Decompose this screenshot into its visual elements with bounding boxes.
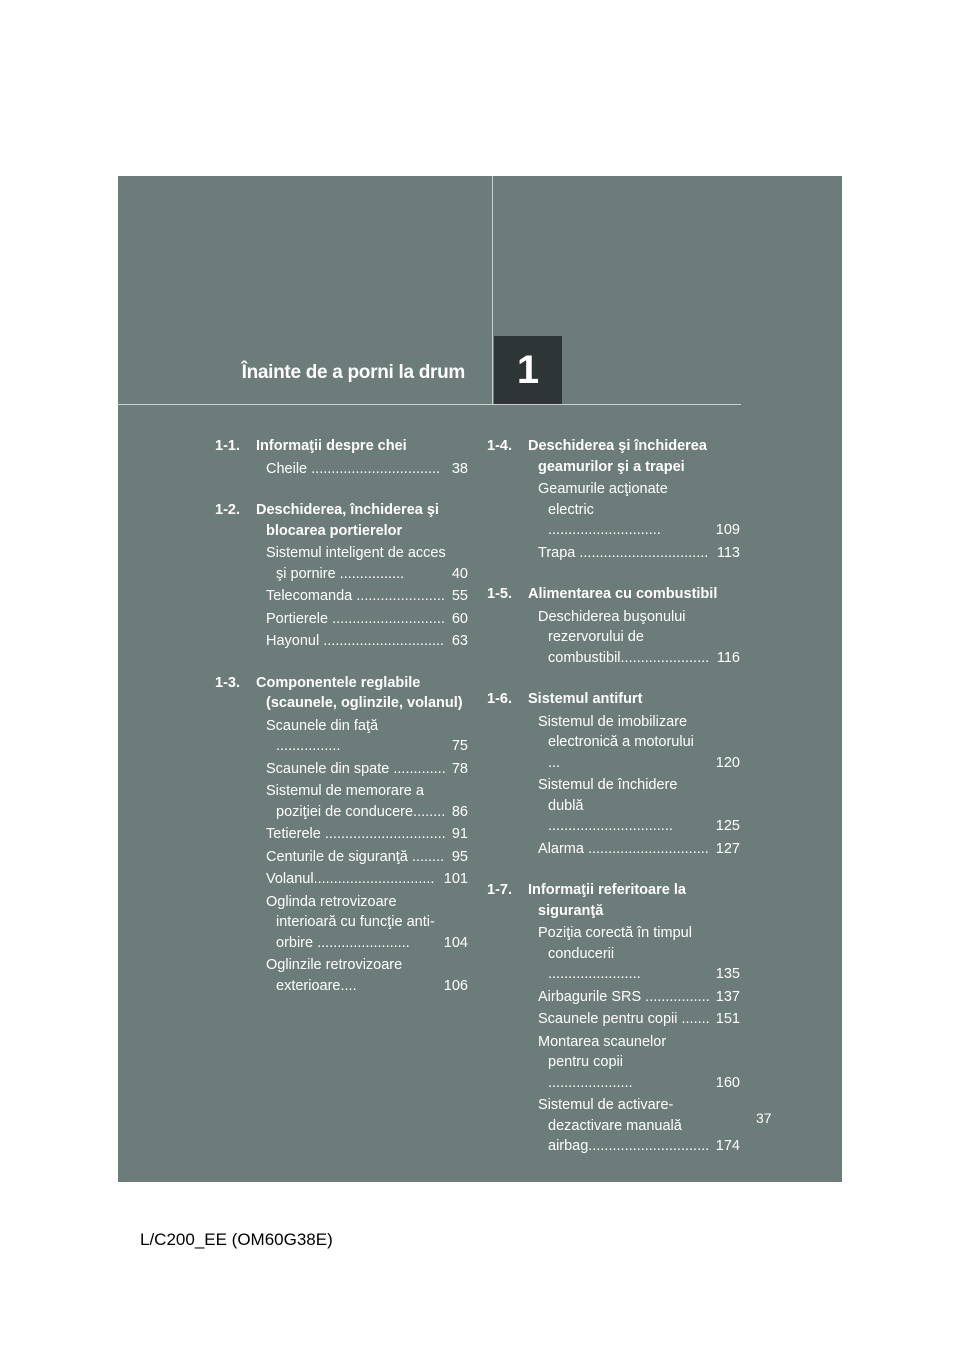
toc-entry[interactable] bbox=[487, 1032, 740, 1094]
entry-page-number: 60 bbox=[451, 610, 468, 627]
entry-title: Trapa ................................ bbox=[538, 544, 709, 561]
entry-page-number: 174 bbox=[715, 1138, 740, 1154]
toc-entry[interactable] bbox=[215, 781, 468, 822]
entry-title: Alarma .............................. bbox=[538, 840, 709, 857]
entry-page-number: 75 bbox=[451, 738, 468, 754]
toc-entry[interactable] bbox=[215, 586, 468, 607]
entry-page-number: 137 bbox=[715, 988, 740, 1005]
entry-title: Geamurile acţionate electric ............................ bbox=[538, 481, 668, 538]
entry-page-number: 55 bbox=[451, 588, 468, 604]
section-number: 1-2. bbox=[215, 502, 240, 518]
toc-entry[interactable] bbox=[215, 459, 468, 480]
entry-page-number: 104 bbox=[443, 934, 468, 951]
section-number: 1-7. bbox=[487, 882, 512, 898]
toc-section bbox=[487, 689, 740, 859]
toc-entry[interactable] bbox=[487, 543, 740, 564]
toc-entry[interactable] bbox=[215, 847, 468, 868]
toc-entry[interactable] bbox=[487, 1009, 740, 1030]
entry-title: Sistemul de memorare a poziţiei de conducere........ bbox=[266, 783, 446, 820]
entry-page-number: 95 bbox=[451, 848, 468, 865]
entry-title: Hayonul .............................. bbox=[266, 633, 445, 649]
toc-entry[interactable] bbox=[215, 955, 468, 996]
entry-title: Tetierele .............................. bbox=[266, 826, 446, 842]
toc-right-column bbox=[487, 436, 740, 1178]
section-heading bbox=[487, 689, 740, 710]
section-number: 1-6. bbox=[487, 691, 512, 707]
entry-page-number: 101 bbox=[443, 871, 468, 887]
entry-title: Centurile de siguranţă ........ bbox=[266, 848, 445, 865]
entry-title: Scaunele din spate ............. bbox=[266, 760, 446, 777]
section-title[interactable]: Informaţii referitoare la siguranţă bbox=[528, 882, 686, 919]
section-number: 1-5. bbox=[487, 586, 512, 602]
section-title[interactable]: Sistemul antifurt bbox=[528, 691, 643, 707]
chapter-title: Înainte de a porni la drum bbox=[241, 362, 465, 383]
entry-page-number: 109 bbox=[715, 522, 740, 538]
section-title[interactable]: Componentele reglabile (scaunele, oglinzile, volanul) bbox=[256, 674, 463, 711]
footer-code: L/C200_EE (OM60G38E) bbox=[140, 1230, 333, 1249]
toc-entry[interactable] bbox=[487, 923, 740, 985]
section-title[interactable]: Alimentarea cu combustibil bbox=[528, 586, 718, 602]
toc-entry[interactable] bbox=[487, 775, 740, 837]
entry-title: Sistemul de închidere dublă ............................... bbox=[538, 777, 678, 834]
entry-page-number: 38 bbox=[451, 460, 468, 477]
entry-title: Montarea scaunelor pentru copii ..................... bbox=[538, 1033, 667, 1091]
entry-page-number: 106 bbox=[443, 977, 468, 994]
toc-entry[interactable] bbox=[487, 712, 740, 774]
entry-title: Sistemul inteligent de acces şi pornire ................ bbox=[266, 545, 446, 582]
toc-entry[interactable] bbox=[215, 759, 468, 780]
toc-entry[interactable] bbox=[487, 1095, 740, 1157]
section-title[interactable]: Deschiderea, închiderea şi blocarea portierelor bbox=[256, 502, 439, 539]
section-number: 1-3. bbox=[215, 674, 240, 691]
section-heading bbox=[215, 500, 468, 541]
entry-title: Oglinzile retrovizoare exterioare.... bbox=[266, 957, 403, 994]
entry-title: Oglinda retrovizoare interioară cu funcţie anti-orbire ....................... bbox=[266, 893, 435, 951]
toc-entry[interactable] bbox=[215, 892, 468, 954]
entry-page-number: 120 bbox=[715, 754, 740, 771]
toc-entry[interactable] bbox=[487, 839, 740, 860]
toc-section bbox=[487, 880, 740, 1157]
entry-page-number: 151 bbox=[715, 1011, 740, 1027]
toc-entry[interactable] bbox=[487, 607, 740, 669]
entry-page-number: 86 bbox=[451, 803, 468, 820]
toc-section bbox=[215, 436, 468, 479]
section-number: 1-1. bbox=[215, 438, 240, 454]
horizontal-divider bbox=[118, 404, 741, 405]
section-heading bbox=[487, 880, 740, 921]
entry-title: Scaunele din faţă ................ bbox=[266, 717, 379, 754]
entry-title: Portierele ............................ bbox=[266, 610, 445, 627]
entry-title: Cheile ................................ bbox=[266, 460, 441, 477]
entry-page-number: 63 bbox=[451, 633, 468, 649]
entry-page-number: 125 bbox=[715, 818, 740, 834]
entry-page-number: 113 bbox=[716, 544, 740, 561]
toc-entry[interactable] bbox=[487, 479, 740, 541]
toc-left-column bbox=[215, 436, 468, 1017]
toc-entry[interactable] bbox=[215, 631, 468, 652]
entry-title: Deschiderea buşonului rezervorului de combustibil...................... bbox=[538, 608, 710, 666]
toc-entry[interactable] bbox=[215, 869, 468, 890]
section-heading bbox=[487, 436, 740, 477]
toc-entry[interactable] bbox=[215, 824, 468, 845]
entry-title: Sistemul de activare-dezactivare manuală airbag.............................. bbox=[538, 1097, 710, 1154]
entry-title: Sistemul de imobilizare electronică a motorului ... bbox=[538, 713, 694, 771]
entry-title: Poziţia corectă în timpul conducerii ....................... bbox=[538, 925, 692, 982]
section-title[interactable]: Informaţii despre chei bbox=[256, 438, 407, 454]
entry-page-number: 116 bbox=[716, 649, 740, 666]
toc-section bbox=[215, 500, 468, 652]
entry-title: Airbagurile SRS ................ bbox=[538, 988, 710, 1005]
entry-page-number: 78 bbox=[451, 760, 468, 777]
toc-section bbox=[215, 673, 468, 997]
section-heading bbox=[215, 436, 468, 457]
entry-page-number: 127 bbox=[715, 840, 740, 857]
toc-entry[interactable] bbox=[215, 543, 468, 584]
chapter-number-box: 1 bbox=[494, 336, 562, 404]
entry-title: Telecomanda ...................... bbox=[266, 588, 445, 604]
page-number: 37 bbox=[756, 1110, 772, 1126]
toc-entry[interactable] bbox=[487, 987, 740, 1008]
entry-title: Scaunele pentru copii ....... bbox=[538, 1011, 710, 1027]
toc-section bbox=[487, 436, 740, 563]
section-title[interactable]: Deschiderea şi închiderea geamurilor şi a trapei bbox=[528, 438, 707, 475]
toc-entry[interactable] bbox=[215, 716, 468, 757]
entry-title: Volanul.............................. bbox=[266, 871, 435, 887]
section-heading bbox=[487, 584, 740, 605]
entry-page-number: 135 bbox=[715, 966, 740, 982]
entry-page-number: 160 bbox=[715, 1074, 740, 1091]
section-heading bbox=[215, 673, 468, 714]
section-number: 1-4. bbox=[487, 438, 512, 454]
toc-section bbox=[487, 584, 740, 668]
vertical-divider bbox=[492, 176, 493, 404]
toc-entry[interactable] bbox=[215, 609, 468, 630]
entry-page-number: 91 bbox=[451, 826, 468, 842]
entry-page-number: 40 bbox=[451, 565, 468, 582]
